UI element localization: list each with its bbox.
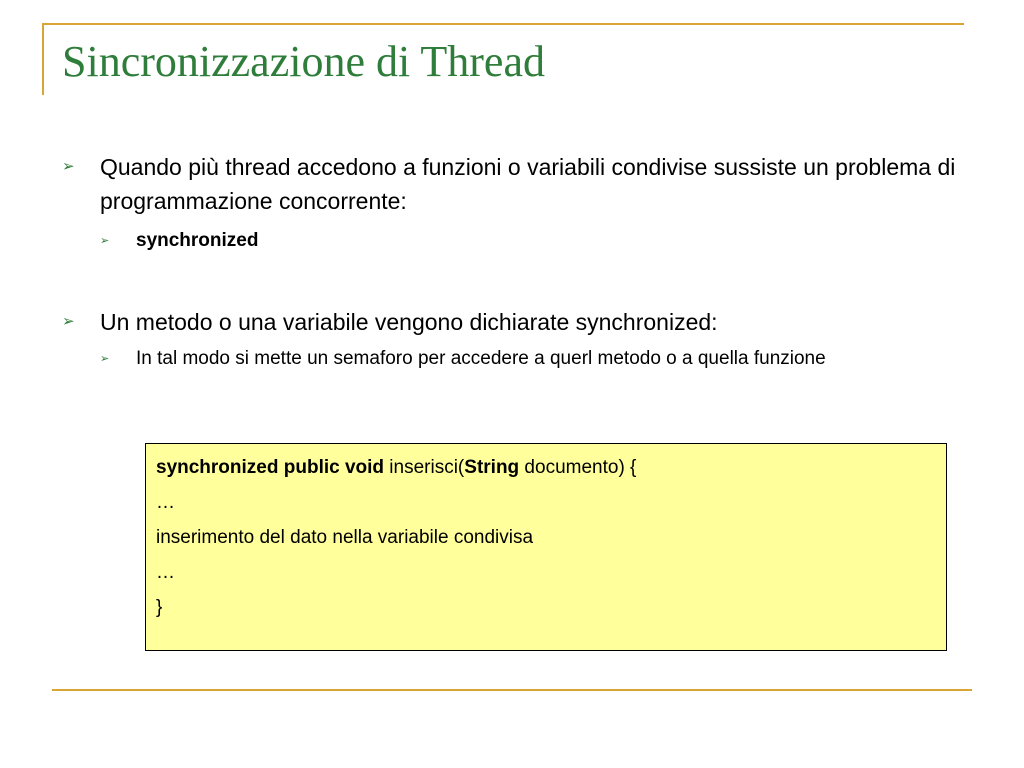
code-param-rest: documento) { [519, 457, 637, 478]
code-param-type: String [464, 457, 520, 478]
sub-bullet-synchronized [100, 226, 970, 256]
arrow-bullet-icon: ➢ [100, 235, 110, 247]
left-rule [42, 23, 44, 95]
bullet-concurrency [62, 150, 972, 218]
code-line-close-brace: } [156, 597, 163, 618]
sub-bullet-semaphore [100, 344, 970, 374]
arrow-bullet-icon: ➢ [100, 353, 110, 365]
code-method-name: inserisci( [384, 457, 465, 478]
arrow-bullet-icon: ➢ [62, 313, 75, 330]
code-keywords: synchronized public void [156, 457, 385, 478]
sub-bullet-text: synchronized [136, 230, 259, 251]
code-line-signature [156, 450, 936, 485]
code-line-body: inserimento del dato nella variabile condivisa [156, 527, 534, 548]
bottom-rule [52, 689, 972, 691]
bullet-text: Quando più thread accedono a funzioni o variabili condivise sussiste un problema di programmazione concorrente: [100, 154, 956, 214]
sub-bullet-text: In tal modo si mette un semaforo per accedere a querl metodo o a quella funzione [136, 348, 826, 369]
code-line-ellipsis: … [156, 492, 175, 513]
top-rule [42, 23, 964, 25]
code-example-box [145, 443, 947, 651]
slide-title: Sincronizzazione di Thread [62, 37, 545, 86]
code-line-ellipsis: … [156, 562, 175, 583]
bullet-synchronized-declaration [62, 305, 972, 339]
bullet-text: Un metodo o una variabile vengono dichiarate synchronized: [100, 309, 718, 335]
arrow-bullet-icon: ➢ [62, 158, 75, 175]
